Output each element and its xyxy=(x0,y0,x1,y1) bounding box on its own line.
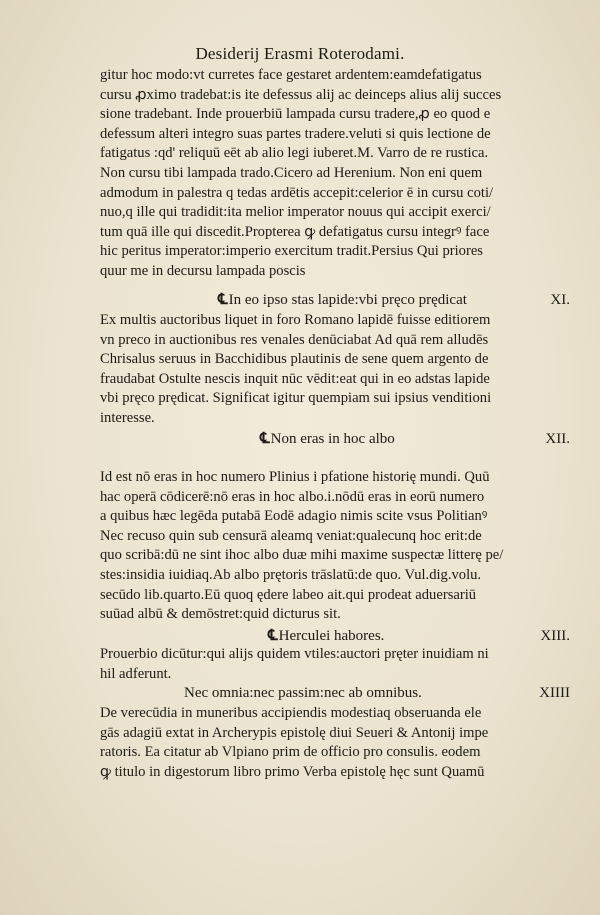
text-line: Prouerbio dicūtur:qui alijs quidem vtiles:auctori pręter inuidiam ni xyxy=(100,646,489,662)
adage-title-text: Non eras in hoc albo xyxy=(270,431,395,447)
adage-number: XIIII xyxy=(539,685,570,701)
text-line: vn preco in auctionibus res venales denūciabat Ad quā rem alludēs xyxy=(100,331,489,348)
pilcrow-icon: ℄ xyxy=(218,292,228,308)
text-line: Non cursu tibi lampada trado.Cicero ad Herenium. Non eni quem xyxy=(100,164,483,181)
adage-number: XI. xyxy=(550,292,570,308)
text-line: Chrisalus seruus in Bacchidibus plautinis de sene quem argento de xyxy=(100,351,489,368)
text-line: vbi pręco prędicat. Significat igitur quempiam sui ipsius venditioni xyxy=(100,390,492,407)
text-line: sione tradebant. Inde prouerbiū lampada cursu tradere,ꝓ eo quod e xyxy=(100,106,491,123)
text-line: hac operā cōdicerē:nō eras in hoc albo.i.nōdū eras in eorū numero xyxy=(100,488,485,505)
text-block-5 xyxy=(100,704,570,782)
text-line: ratoris. Ea citatur ab Vlpiano prim de officio pro consulis. eodem xyxy=(100,744,481,761)
text-line: hic peritus imperator:imperio exercitum tradit.Persius Qui priores xyxy=(100,243,483,260)
text-line: stes:insidia iuidiaq.Ab albo prętoris trāslatū:de quo. Vul.dig.volu. xyxy=(100,566,482,583)
adage-title-text: In eo ipso stas lapide:vbi pręco prędicat xyxy=(228,292,467,308)
text-line: interesse. xyxy=(100,409,155,426)
text-line: tum quā ille qui discedit.Propterea ꝙ defatigatus cursu integrꝰ face xyxy=(100,223,490,240)
text-block-4 xyxy=(100,645,570,684)
running-header: Desiderij Erasmi Roterodami. xyxy=(195,44,405,63)
text-line: cursu ꝓximo tradebat:is ite defessus alij ac deinceps alius alij succes xyxy=(100,86,502,103)
text-block-1 xyxy=(100,66,570,282)
text-line: fatigatus :qd' reliquū eēt ab alio legi iuberet.M. Varro de re rustica. xyxy=(100,145,489,162)
adage-title xyxy=(268,626,384,646)
text-line: quo scribā:dū ne sint ihoc albo duæ mihi maxime suspectæ litterę pe/ xyxy=(100,547,504,564)
text-line: gitur hoc modo:vt curretes face gestaret ardentem:eamdefatigatus xyxy=(100,67,482,83)
text-block-2 xyxy=(100,311,570,429)
text-line: defessum alteri integro suas partes tradere.veluti si quis lectione de xyxy=(100,125,491,142)
adage-number: XIII. xyxy=(540,628,570,644)
adage-title-text: Herculei habores. xyxy=(278,628,385,644)
text-line: ꝙ titulo in digestorum libro primo Verba epistolę hęc sunt Quamū xyxy=(100,763,485,780)
text-line: gās adagiū extat in Archerypis epistolę diui Seueri & Antonij impe xyxy=(100,724,489,741)
text-line: secūdo lib.quarto.Eū quoq ędere labeo ait.qui prodeat aduersariū xyxy=(100,586,477,603)
adage-title xyxy=(260,429,395,449)
text-line: Id est nō eras in hoc numero Plinius i pfatione historię mundi. Quū xyxy=(100,469,490,485)
pilcrow-icon: ℄ xyxy=(260,431,270,447)
pilcrow-icon: ℄ xyxy=(268,628,278,644)
text-block-3 xyxy=(100,468,570,625)
text-line: quur me in decursu lampada poscis xyxy=(100,262,306,279)
text-line: admodum in palestra q tedas ardētis accepit:celerior ē in cursu coti/ xyxy=(100,184,494,201)
text-line: suūad albū & demōstret:quid dicturus sit. xyxy=(100,606,341,623)
text-line: Ex multis auctoribus liquet in foro Romano lapidē fuisse editiorem xyxy=(100,312,491,328)
adage-number: XII. xyxy=(545,431,570,447)
adage-title: Nec omnia:nec passim:nec ab omnibus. xyxy=(184,685,422,701)
text-line: Nec recuso quin sub censurā aleamq veniat:qualecunq hoc erit:de xyxy=(100,527,482,544)
text-line: fraudabat Ostulte nescis inquit nūc vēdit:eat qui in eo adstas lapide xyxy=(100,370,490,387)
text-line: a quibus hæc legēda putabā Eodē adagio nimis scite vsus Politianꝰ xyxy=(100,508,488,525)
text-line: nuo,q ille qui tradidit:ita melior imperator nouus qui accipit exerci/ xyxy=(100,204,491,221)
text-line: De verecūdia in muneribus accipiendis modestiaq obseruanda ele xyxy=(100,705,482,721)
text-line: hil adferunt. xyxy=(100,665,172,682)
adage-title xyxy=(218,290,467,310)
